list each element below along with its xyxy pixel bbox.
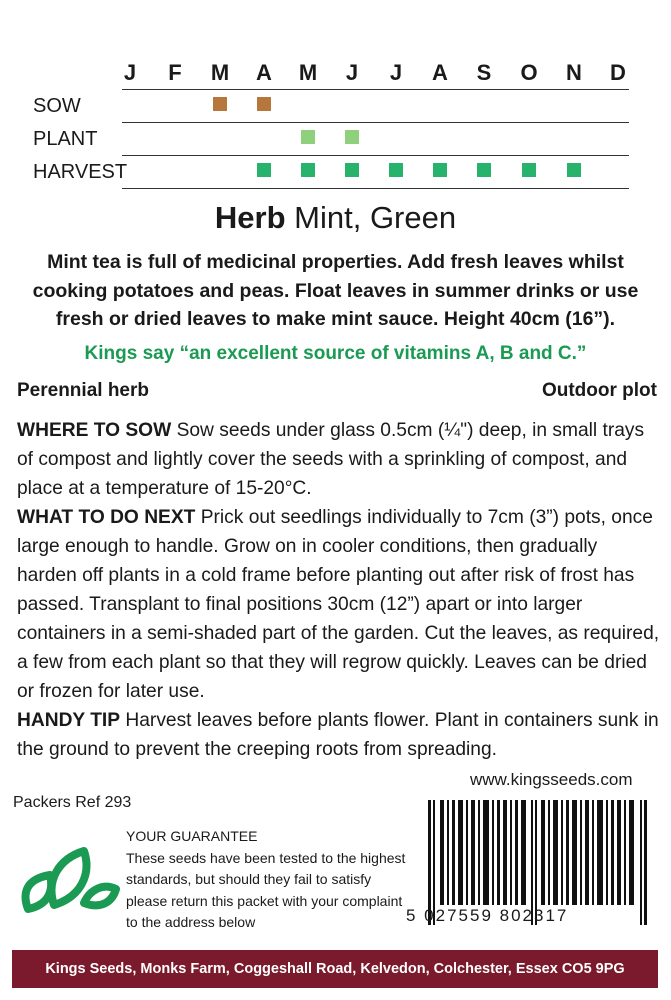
product-category: Herb — [214, 200, 286, 235]
month-nov: N — [566, 60, 582, 85]
month-oct: O — [520, 60, 538, 85]
product-intro: Mint tea is full of medicinal properties. Add fresh leaves whilst cooking potatoes and peas. Float leaves in summer drinks or use fresh or dried leaves to make mint sauce. Height 40cm (16”). — [32, 251, 639, 330]
month-dec: D — [610, 60, 626, 85]
harvest-marker-jul — [389, 163, 403, 177]
month-apr: A — [256, 60, 272, 85]
month-sep: S — [476, 60, 492, 85]
harvest-marker-nov — [567, 163, 581, 177]
guarantee — [126, 826, 416, 934]
next-heading: WHAT TO DO NEXT — [17, 507, 196, 528]
guarantee-text: These seeds have been tested to the highest standards, but should they fail to satisfy please return this packet with your complaint to the address below — [126, 849, 406, 930]
guarantee-heading: YOUR GUARANTEE — [126, 828, 258, 844]
website-url: www.kingsseeds.com — [470, 770, 633, 789]
sow-heading: WHERE TO SOW — [17, 420, 172, 441]
product-name: Mint, Green — [294, 200, 457, 235]
plant-marker-jun — [345, 130, 359, 144]
row-label-harvest: HARVEST — [33, 161, 128, 183]
sow-text: Sow seeds under glass 0.5cm (¼") deep, in small trays of compost and lightly cover the seeds with a sprinkling of compost, and place at a temperature of 15-20°C. — [17, 420, 645, 499]
month-may: M — [298, 60, 318, 85]
plant-location: Outdoor plot — [541, 380, 657, 401]
sow-marker-apr — [257, 97, 271, 111]
harvest-marker-oct — [522, 163, 536, 177]
row-label-sow: SOW — [33, 95, 81, 117]
month-aug: A — [432, 60, 448, 85]
product-quote: Kings say “an excellent source of vitamins A, B and C.” — [84, 343, 587, 364]
calendar-rule-bottom — [122, 188, 629, 189]
next-text: Prick out seedlings individually to 7cm (3”) pots, once large enough to handle. Grow on in cooler conditions, then gradually harden off plants in a cold frame before planting out after risk of frost has passed. Transplant to final positions 30cm (12”) apart or into larger containers in a semi-shaded part of the garden. Cut the leaves, as required, a few from each plant so that they will regrow quickly. Leaves can be dried or frozen for later use. — [17, 507, 660, 702]
tip-heading: HANDY TIP — [17, 710, 121, 731]
month-mar: M — [210, 60, 230, 85]
calendar-rule-top — [122, 89, 629, 90]
plant-marker-may — [301, 130, 315, 144]
row-label-plant: PLANT — [33, 128, 98, 150]
month-jan: J — [123, 60, 137, 85]
tip-text: Harvest leaves before plants flower. Plant in containers sunk in the ground to prevent the creeping roots from spreading. — [17, 710, 659, 760]
calendar-rule — [122, 155, 629, 156]
harvest-marker-jun — [345, 163, 359, 177]
packers-ref: Packers Ref 293 — [13, 794, 132, 811]
harvest-marker-sep — [477, 163, 491, 177]
barcode-digits: 5 027559 802317 — [406, 906, 569, 925]
harvest-marker-apr — [257, 163, 271, 177]
product-title — [0, 200, 671, 236]
instructions — [17, 416, 662, 764]
month-jul: J — [389, 60, 403, 85]
calendar-rule — [122, 122, 629, 123]
plant-type: Perennial herb — [17, 380, 149, 401]
sow-marker-mar — [213, 97, 227, 111]
harvest-marker-may — [301, 163, 315, 177]
month-feb: F — [168, 60, 182, 85]
month-jun: J — [345, 60, 359, 85]
leaves-logo-icon — [20, 845, 120, 915]
harvest-marker-aug — [433, 163, 447, 177]
address-band: Kings Seeds, Monks Farm, Coggeshall Road, Kelvedon, Colchester, Essex CO5 9PG — [12, 950, 658, 988]
